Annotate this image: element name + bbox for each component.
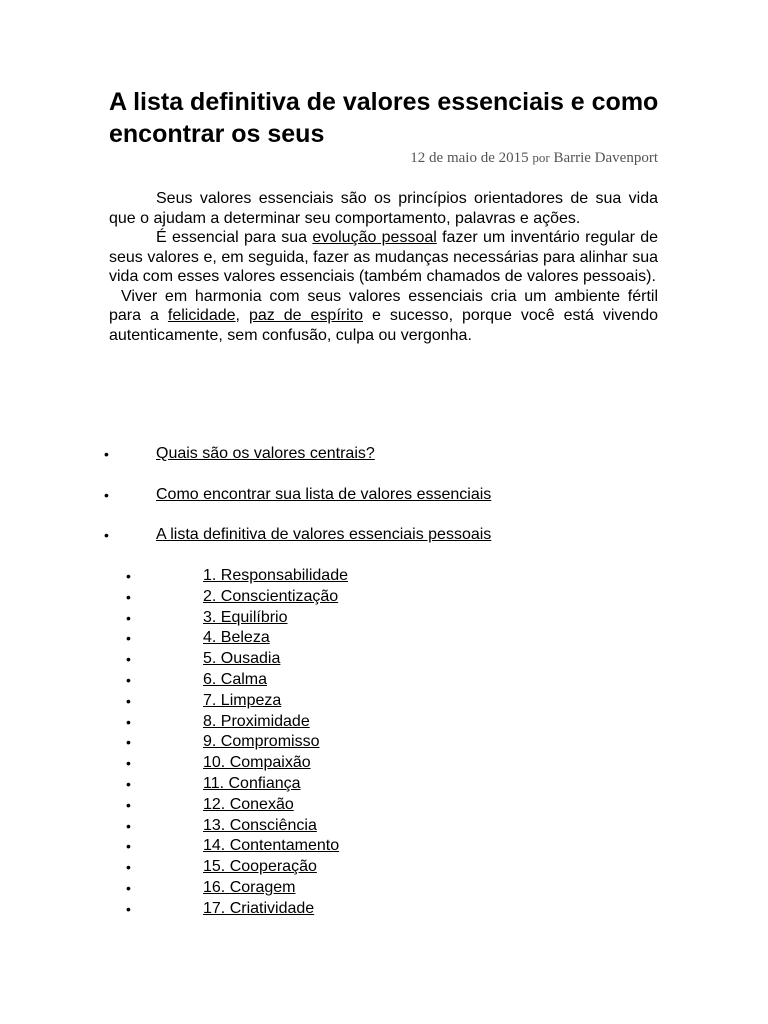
bullet-icon: • [126,630,131,647]
bullet-icon: • [104,446,109,462]
value-link[interactable]: 9. Compromisso [203,733,320,751]
bullet-icon: • [126,755,131,772]
intro-paragraph-1: Seus valores essenciais são os princípios orientadores de sua vida que o ajudam a determinar seu comportamento, palavras e ações. [109,190,658,227]
value-link[interactable]: 1. Responsabilidade [203,567,348,584]
toc-link-valores-centrais[interactable]: Quais são os valores centrais? [156,445,375,462]
list-item [109,795,669,816]
bullet-icon: • [126,651,131,668]
list-item [109,836,669,857]
bullet-icon: • [126,588,131,605]
value-link[interactable]: 5. Ousadia [203,650,281,668]
bullet-icon: • [126,775,131,792]
bullet-icon: • [126,859,131,876]
article-date: 12 de maio de 2015 [410,150,529,166]
list-item [109,732,669,753]
byline-by: por [532,150,550,165]
list-item [109,899,669,920]
value-link[interactable]: 4. Beleza [203,629,270,647]
article-title: A lista definitiva de valores essenciais e como encontrar os seus [109,88,659,148]
value-link[interactable]: 3. Equilíbrio [203,608,288,626]
value-link[interactable]: 6. Calma [203,670,268,688]
link-paz-de-espirito[interactable]: paz de espírito [248,307,363,324]
list-item [109,691,669,712]
value-link[interactable]: 17. Criatividade [203,899,315,917]
bullet-icon: • [126,838,131,855]
intro-p2-after: fazer um inventário regular de seus valores e, em seguida, fazer as mudanças necessárias para alinhar sua vida com esses valores essenciais (também chamados de valores pessoais). [109,229,659,285]
intro-p3-sep: , [235,307,249,324]
toc-link-encontrar-lista[interactable]: Como encontrar sua lista de valores essenciais [156,485,492,503]
intro-text [109,189,658,345]
bullet-icon: • [126,900,131,917]
table-of-contents [104,444,669,566]
toc-link-lista-definitiva[interactable]: A lista definitiva de valores essenciais pessoais [156,526,492,543]
bullet-icon: • [126,671,131,688]
list-item [109,587,669,608]
link-evolucao-pessoal[interactable]: evolução pessoal [312,229,437,246]
value-link[interactable]: 7. Limpeza [203,691,282,709]
value-link[interactable]: 14. Contentamento [203,837,340,855]
intro-p3-after: e sucesso, porque você está vivendo autenticamente, sem confusão, culpa ou vergonha. [109,307,658,344]
toc-item [104,525,669,545]
list-item [109,857,669,878]
value-link[interactable]: 15. Cooperação [203,858,317,876]
list-item [109,816,669,837]
intro-paragraph-3 [109,287,658,346]
list-item [109,670,669,691]
bullet-icon: • [126,796,131,813]
list-item [109,649,669,670]
value-link[interactable]: 2. Conscientização [203,587,339,605]
article-author: Barrie Davenport [553,150,658,166]
bullet-icon: • [126,609,131,626]
bullet-icon: • [104,527,109,543]
list-item [109,753,669,774]
intro-p3-before: Viver em harmonia com seus valores essenciais cria um ambiente fértil para a [109,287,658,324]
article-byline [109,148,658,168]
bullet-icon: • [126,817,131,834]
list-item [109,628,669,649]
intro-p2-before: É essencial para sua [156,229,313,246]
intro-paragraph-2 [109,228,658,287]
value-link[interactable]: 13. Consciência [203,816,317,834]
list-item [109,712,669,733]
value-link[interactable]: 16. Coragem [203,878,296,896]
bullet-icon: • [126,692,131,709]
value-link[interactable]: 10. Compaixão [203,754,311,772]
bullet-icon: • [126,713,131,730]
bullet-icon: • [104,486,109,503]
list-item [109,878,669,899]
value-link[interactable]: 11. Confiança [203,774,301,792]
bullet-icon: • [126,568,131,584]
list-item [109,774,669,795]
toc-item [104,485,669,505]
list-item [109,566,669,587]
bullet-icon: • [126,879,131,896]
value-link[interactable]: 12. Conexão [203,795,294,813]
link-felicidade[interactable]: felicidade [167,307,236,324]
toc-item [104,444,669,464]
list-item [109,608,669,629]
value-link[interactable]: 8. Proximidade [203,712,310,730]
values-list [109,566,669,920]
bullet-icon: • [126,734,131,751]
